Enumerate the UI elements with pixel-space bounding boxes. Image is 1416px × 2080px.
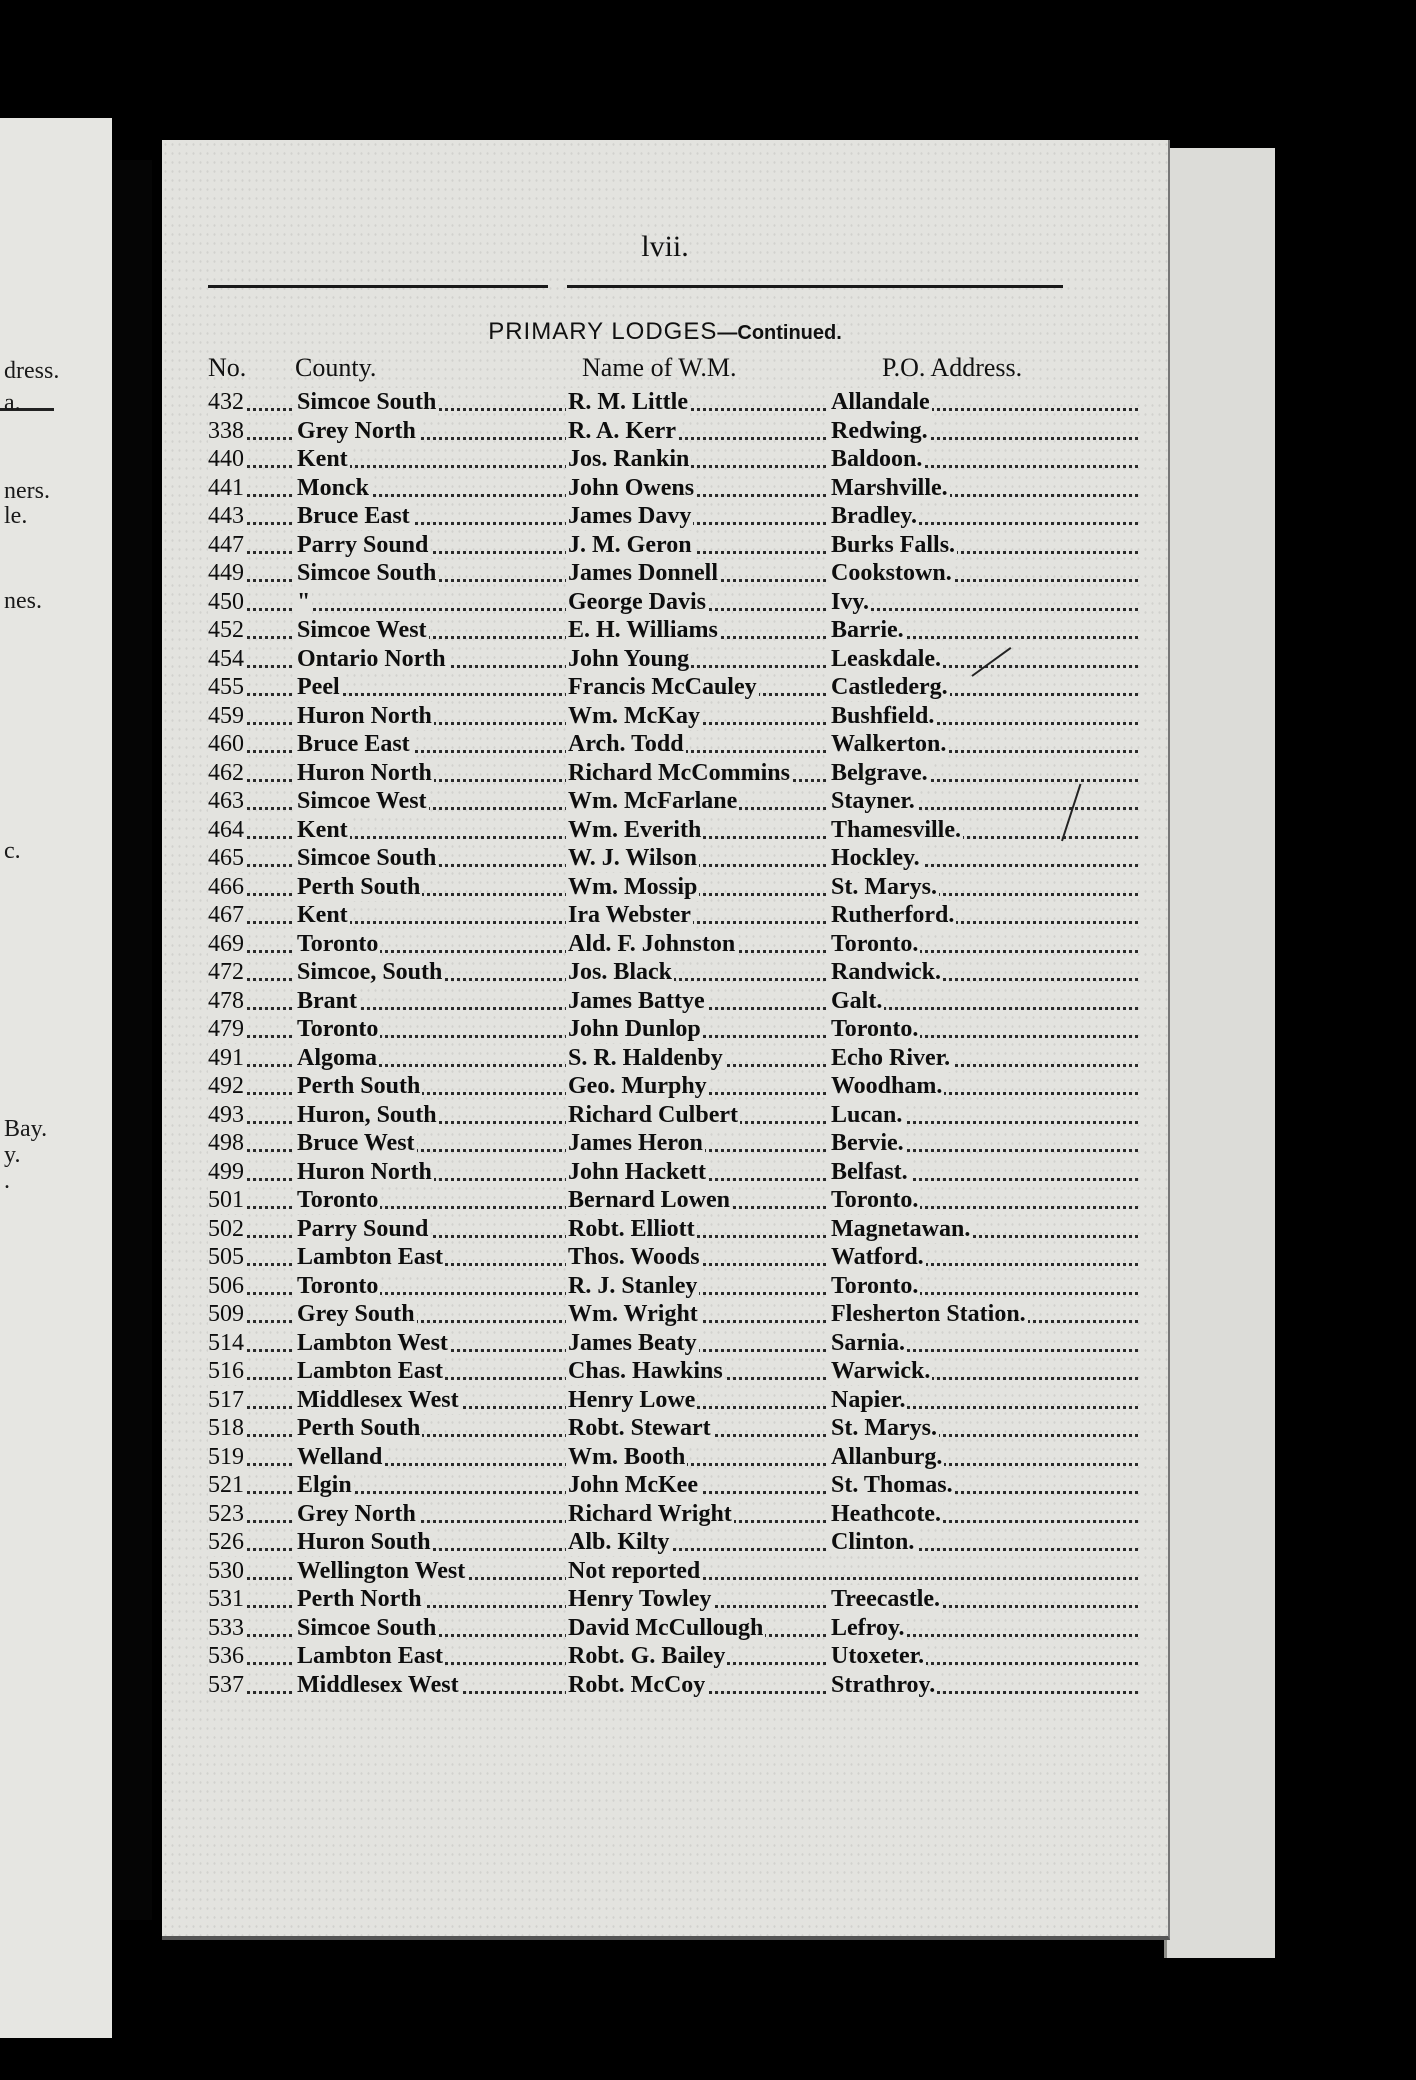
lodge-number: 506 bbox=[208, 1272, 244, 1299]
county-cell: Toronto bbox=[297, 1272, 379, 1299]
worshipful-master-cell: R. J. Stanley bbox=[568, 1272, 698, 1299]
county-cell: Simcoe South bbox=[297, 1614, 437, 1641]
worshipful-master-cell: Wm. Wright bbox=[568, 1301, 698, 1327]
table-row bbox=[162, 474, 1168, 503]
table-row bbox=[162, 901, 1168, 930]
left-fragment-7: Bay. bbox=[4, 1116, 48, 1142]
county-cell: Kent bbox=[297, 446, 348, 472]
county-cell: Kent bbox=[297, 816, 348, 843]
table-row bbox=[162, 1528, 1168, 1557]
county-cell: " bbox=[297, 588, 311, 615]
lodge-number: 464 bbox=[208, 816, 244, 843]
table-row bbox=[162, 816, 1168, 845]
table-row bbox=[162, 702, 1168, 731]
lodge-number: 518 bbox=[208, 1415, 244, 1441]
county-cell: Parry Sound bbox=[297, 531, 429, 558]
worshipful-master-cell: Robt. McCoy bbox=[568, 1671, 706, 1698]
lodge-number: 460 bbox=[208, 731, 244, 757]
lodge-number: 531 bbox=[208, 1586, 244, 1612]
table-row bbox=[162, 844, 1168, 873]
table-row bbox=[162, 616, 1168, 645]
worshipful-master-cell: Not reported bbox=[568, 1557, 701, 1584]
worshipful-master-cell: Wm. McKay bbox=[568, 702, 700, 729]
lodge-number: 501 bbox=[208, 1187, 244, 1213]
lodge-number: 478 bbox=[208, 987, 244, 1014]
lodge-number: 516 bbox=[208, 1358, 244, 1384]
worshipful-master-cell: E. H. Williams bbox=[568, 617, 718, 643]
address-cell: Toronto. bbox=[831, 1016, 919, 1042]
county-cell: Bruce East bbox=[297, 731, 410, 757]
worshipful-master-cell: James Battye bbox=[568, 987, 705, 1014]
county-cell: Huron North bbox=[297, 1158, 432, 1185]
section-continued: —Continued. bbox=[717, 322, 842, 344]
worshipful-master-cell: David McCullough bbox=[568, 1614, 764, 1641]
address-cell: Strathroy. bbox=[831, 1671, 936, 1698]
address-cell: Rutherford. bbox=[831, 902, 955, 928]
worshipful-master-cell: Wm. Mossip bbox=[568, 873, 698, 900]
lodge-number: 526 bbox=[208, 1529, 244, 1555]
lodge-number: 536 bbox=[208, 1643, 244, 1669]
address-cell: Flesherton Station. bbox=[831, 1301, 1026, 1327]
lodge-number: 514 bbox=[208, 1329, 244, 1356]
worshipful-master-cell: George Davis bbox=[568, 588, 706, 615]
page-number: lvii. bbox=[641, 230, 689, 263]
lodge-number: 505 bbox=[208, 1244, 244, 1270]
lodge-number: 443 bbox=[208, 503, 244, 529]
table-row bbox=[162, 1129, 1168, 1158]
county-cell: Toronto bbox=[297, 1187, 379, 1213]
worshipful-master-cell: John Young bbox=[568, 645, 690, 672]
book-gutter bbox=[112, 160, 152, 1920]
worshipful-master-cell: Jos. Black bbox=[568, 959, 673, 985]
table-row bbox=[162, 987, 1168, 1016]
county-cell: Lambton West bbox=[297, 1329, 448, 1356]
worshipful-master-cell: Richard Wright bbox=[568, 1500, 732, 1527]
table-row bbox=[162, 445, 1168, 474]
county-cell: Middlesex West bbox=[297, 1671, 459, 1698]
lodge-number: 509 bbox=[208, 1301, 244, 1327]
lodge-number: 530 bbox=[208, 1557, 244, 1584]
lodge-number: 466 bbox=[208, 873, 244, 900]
county-cell: Lambton East bbox=[297, 1643, 444, 1669]
county-cell: Perth North bbox=[297, 1586, 422, 1612]
table-row bbox=[162, 930, 1168, 959]
table-row bbox=[162, 1585, 1168, 1614]
address-cell: Redwing. bbox=[831, 417, 928, 444]
table-row bbox=[162, 1642, 1168, 1671]
left-fragment-8: y. bbox=[4, 1142, 21, 1168]
worshipful-master-cell: James Beaty bbox=[568, 1329, 697, 1356]
worshipful-master-cell: R. A. Kerr bbox=[568, 417, 676, 444]
lodge-number: 449 bbox=[208, 560, 244, 586]
county-cell: Grey South bbox=[297, 1301, 415, 1327]
address-cell: Watford. bbox=[831, 1244, 924, 1270]
header-county: County. bbox=[295, 353, 377, 382]
county-cell: Simcoe West bbox=[297, 788, 427, 814]
lodge-number: 455 bbox=[208, 674, 244, 700]
table-row bbox=[162, 787, 1168, 816]
table-row bbox=[162, 502, 1168, 531]
header-no: No. bbox=[208, 353, 247, 382]
worshipful-master-cell: Richard McCommins bbox=[568, 759, 790, 786]
county-cell: Parry Sound bbox=[297, 1215, 429, 1242]
left-fragment-3: ners. bbox=[4, 478, 50, 504]
county-cell: Peel bbox=[297, 674, 340, 700]
lodge-number: 523 bbox=[208, 1500, 244, 1527]
county-cell: Monck bbox=[297, 474, 369, 501]
lodge-number: 450 bbox=[208, 588, 244, 615]
address-cell: Toronto. bbox=[831, 1272, 919, 1299]
address-cell: Leaskdale. bbox=[831, 645, 942, 672]
header-rule-right bbox=[567, 285, 1063, 288]
county-cell: Perth South bbox=[297, 1415, 421, 1441]
worshipful-master-cell: Ira Webster bbox=[568, 902, 691, 928]
address-cell: Castlederg. bbox=[831, 674, 948, 700]
table-row bbox=[162, 873, 1168, 902]
table-row bbox=[162, 388, 1168, 417]
county-cell: Toronto bbox=[297, 930, 379, 957]
county-cell: Huron South bbox=[297, 1529, 431, 1555]
address-cell: Cookstown. bbox=[831, 560, 952, 586]
county-cell: Bruce East bbox=[297, 503, 410, 529]
worshipful-master-cell: Robt. Elliott bbox=[568, 1215, 695, 1242]
worshipful-master-cell: John Hackett bbox=[568, 1158, 706, 1185]
lodge-number: 462 bbox=[208, 759, 244, 786]
lodge-number: 472 bbox=[208, 959, 244, 985]
worshipful-master-cell: W. J. Wilson bbox=[568, 845, 697, 871]
worshipful-master-cell: Richard Culbert bbox=[568, 1101, 738, 1128]
address-cell: Heathcote. bbox=[831, 1500, 941, 1527]
lodge-number: 493 bbox=[208, 1101, 244, 1128]
worshipful-master-cell: Wm. Booth bbox=[568, 1443, 686, 1470]
table-row bbox=[162, 417, 1168, 446]
county-cell: Bruce West bbox=[297, 1130, 415, 1156]
worshipful-master-cell: Arch. Todd bbox=[568, 731, 684, 757]
lodge-number: 441 bbox=[208, 474, 244, 501]
table-row bbox=[162, 1300, 1168, 1329]
address-cell: Clinton. bbox=[831, 1529, 915, 1555]
address-cell: Walkerton. bbox=[831, 731, 947, 757]
table-row bbox=[162, 1414, 1168, 1443]
address-cell: Utoxeter. bbox=[831, 1643, 925, 1669]
table-row bbox=[162, 1671, 1168, 1700]
worshipful-master-cell: James Heron bbox=[568, 1130, 703, 1156]
county-cell: Grey North bbox=[297, 1500, 416, 1527]
lodge-number: 502 bbox=[208, 1215, 244, 1242]
county-cell: Simcoe, South bbox=[297, 959, 443, 985]
address-cell: Toronto. bbox=[831, 930, 919, 957]
county-cell: Welland bbox=[297, 1443, 383, 1470]
page-stack-edge bbox=[1164, 148, 1275, 1958]
table-row bbox=[162, 1243, 1168, 1272]
left-page-fragment bbox=[0, 118, 112, 2038]
table-row bbox=[162, 588, 1168, 617]
address-cell: Magnetawan. bbox=[831, 1215, 971, 1242]
address-cell: Thamesville. bbox=[831, 816, 961, 843]
worshipful-master-cell: Henry Lowe bbox=[568, 1386, 696, 1413]
table-row bbox=[162, 958, 1168, 987]
lodge-number: 432 bbox=[208, 389, 244, 415]
county-cell: Lambton East bbox=[297, 1244, 444, 1270]
left-fragment-5: nes. bbox=[4, 588, 42, 614]
table-row bbox=[162, 1101, 1168, 1130]
lodge-number: 469 bbox=[208, 930, 244, 957]
table-row bbox=[162, 1557, 1168, 1586]
worshipful-master-cell: Robt. G. Bailey bbox=[568, 1643, 726, 1669]
table-row bbox=[162, 559, 1168, 588]
lodge-number: 521 bbox=[208, 1472, 244, 1498]
worshipful-master-cell: Henry Towley bbox=[568, 1586, 712, 1612]
county-cell: Simcoe South bbox=[297, 560, 437, 586]
table-row bbox=[162, 1072, 1168, 1101]
address-cell: Hockley. bbox=[831, 845, 920, 871]
lodge-number: 467 bbox=[208, 902, 244, 928]
address-cell: Baldoon. bbox=[831, 446, 923, 472]
table-row bbox=[162, 759, 1168, 788]
section-title-text: PRIMARY LODGES bbox=[488, 318, 718, 345]
lodge-number: 492 bbox=[208, 1073, 244, 1099]
county-cell: Perth South bbox=[297, 873, 421, 900]
county-cell: Grey North bbox=[297, 417, 416, 444]
column-headers bbox=[162, 353, 1168, 385]
lodge-number: 463 bbox=[208, 788, 244, 814]
header-rule-left bbox=[208, 285, 548, 288]
table-row bbox=[162, 1272, 1168, 1301]
county-cell: Huron North bbox=[297, 759, 432, 786]
address-cell: Marshville. bbox=[831, 474, 948, 501]
document-page bbox=[162, 140, 1170, 1940]
worshipful-master-cell: Robt. Stewart bbox=[568, 1415, 711, 1441]
address-cell: Ivy. bbox=[831, 588, 870, 615]
address-cell: Bushfield. bbox=[831, 702, 935, 729]
table-row bbox=[162, 1443, 1168, 1472]
county-cell: Algoma bbox=[297, 1044, 377, 1071]
address-cell: Toronto. bbox=[831, 1187, 919, 1213]
table-row bbox=[162, 1329, 1168, 1358]
worshipful-master-cell: John Owens bbox=[568, 474, 695, 501]
county-cell: Middlesex West bbox=[297, 1386, 459, 1413]
worshipful-master-cell: John Dunlop bbox=[568, 1016, 701, 1042]
worshipful-master-cell: Francis McCauley bbox=[568, 674, 757, 700]
address-cell: Belgrave. bbox=[831, 759, 928, 786]
county-cell: Simcoe South bbox=[297, 389, 437, 415]
address-cell: St. Marys. bbox=[831, 873, 937, 900]
address-cell: Echo River. bbox=[831, 1044, 951, 1071]
worshipful-master-cell: John McKee bbox=[568, 1472, 698, 1498]
address-cell: Treecastle. bbox=[831, 1586, 941, 1612]
table-row bbox=[162, 1158, 1168, 1187]
left-fragment-4: le. bbox=[4, 503, 28, 529]
county-cell: Elgin bbox=[297, 1472, 352, 1498]
worshipful-master-cell: Geo. Murphy bbox=[568, 1073, 707, 1099]
county-cell: Kent bbox=[297, 902, 348, 928]
table-row bbox=[162, 1015, 1168, 1044]
county-cell: Wellington West bbox=[297, 1557, 466, 1584]
table-row bbox=[162, 1215, 1168, 1244]
worshipful-master-cell: Chas. Hawkins bbox=[568, 1358, 723, 1384]
address-cell: Allandale bbox=[831, 389, 930, 415]
left-fragment-6: c. bbox=[4, 838, 21, 864]
lodge-number: 499 bbox=[208, 1158, 244, 1185]
table-row bbox=[162, 1471, 1168, 1500]
county-cell: Simcoe South bbox=[297, 845, 437, 871]
worshipful-master-cell: R. M. Little bbox=[568, 389, 688, 415]
lodge-number: 517 bbox=[208, 1386, 244, 1413]
address-cell: Bradley. bbox=[831, 503, 918, 529]
lodge-list bbox=[162, 388, 1168, 1699]
left-fragment-2: a. bbox=[4, 390, 21, 416]
address-cell: Napier. bbox=[831, 1386, 906, 1413]
address-cell: St. Marys. bbox=[831, 1415, 937, 1441]
county-cell: Huron, South bbox=[297, 1101, 437, 1128]
table-row bbox=[162, 1500, 1168, 1529]
header-wm: Name of W.M. bbox=[582, 353, 737, 382]
address-cell: Galt. bbox=[831, 987, 883, 1014]
lodge-number: 491 bbox=[208, 1044, 244, 1071]
lodge-number: 447 bbox=[208, 531, 244, 558]
county-cell: Brant bbox=[297, 987, 357, 1014]
worshipful-master-cell: Wm. Everith bbox=[568, 816, 702, 843]
address-cell: Woodham. bbox=[831, 1073, 943, 1099]
address-cell: St. Thomas. bbox=[831, 1472, 953, 1498]
lodge-number: 459 bbox=[208, 702, 244, 729]
address-cell: Sarnia. bbox=[831, 1329, 906, 1356]
address-cell: Belfast. bbox=[831, 1158, 908, 1185]
address-cell: Warwick. bbox=[831, 1358, 931, 1384]
county-cell: Toronto bbox=[297, 1016, 379, 1042]
lodge-number: 454 bbox=[208, 645, 244, 672]
worshipful-master-cell: Alb. Kilty bbox=[568, 1529, 670, 1555]
worshipful-master-cell: James Davy bbox=[568, 503, 692, 529]
lodge-number: 440 bbox=[208, 446, 244, 472]
worshipful-master-cell: Wm. McFarlane bbox=[568, 788, 738, 814]
left-fragment-1: dress. bbox=[4, 358, 60, 384]
left-fragment-9: . bbox=[4, 1168, 10, 1194]
address-cell: Stayner. bbox=[831, 788, 915, 814]
table-row bbox=[162, 1044, 1168, 1073]
worshipful-master-cell: Ald. F. Johnston bbox=[568, 930, 736, 957]
address-cell: Lefroy. bbox=[831, 1614, 905, 1641]
table-row bbox=[162, 673, 1168, 702]
address-cell: Allanburg. bbox=[831, 1443, 943, 1470]
table-row bbox=[162, 730, 1168, 759]
county-cell: Huron North bbox=[297, 702, 432, 729]
county-cell: Perth South bbox=[297, 1073, 421, 1099]
table-row bbox=[162, 1357, 1168, 1386]
county-cell: Lambton East bbox=[297, 1358, 444, 1384]
lodge-number: 479 bbox=[208, 1016, 244, 1042]
county-cell: Simcoe West bbox=[297, 617, 427, 643]
header-address: P.O. Address. bbox=[882, 353, 1023, 382]
table-row bbox=[162, 1386, 1168, 1415]
lodge-number: 519 bbox=[208, 1443, 244, 1470]
lodge-number: 338 bbox=[208, 417, 244, 444]
worshipful-master-cell: Jos. Rankin bbox=[568, 446, 690, 472]
lodge-number: 498 bbox=[208, 1130, 244, 1156]
worshipful-master-cell: Thos. Woods bbox=[568, 1244, 700, 1270]
address-cell: Barrie. bbox=[831, 617, 904, 643]
address-cell: Bervie. bbox=[831, 1130, 904, 1156]
worshipful-master-cell: S. R. Haldenby bbox=[568, 1044, 723, 1071]
address-cell: Randwick. bbox=[831, 959, 942, 985]
lodge-number: 465 bbox=[208, 845, 244, 871]
worshipful-master-cell: Bernard Lowen bbox=[568, 1187, 730, 1213]
table-row bbox=[162, 1186, 1168, 1215]
table-row bbox=[162, 1614, 1168, 1643]
address-cell: Burks Falls. bbox=[831, 531, 956, 558]
worshipful-master-cell: James Donnell bbox=[568, 560, 718, 586]
address-cell: Lucan. bbox=[831, 1101, 903, 1128]
lodge-number: 533 bbox=[208, 1614, 244, 1641]
section-title bbox=[162, 318, 1168, 346]
county-cell: Ontario North bbox=[297, 645, 446, 672]
table-row bbox=[162, 645, 1168, 674]
lodge-number: 452 bbox=[208, 617, 244, 643]
worshipful-master-cell: J. M. Geron bbox=[568, 531, 692, 558]
table-row bbox=[162, 531, 1168, 560]
lodge-number: 537 bbox=[208, 1671, 244, 1698]
